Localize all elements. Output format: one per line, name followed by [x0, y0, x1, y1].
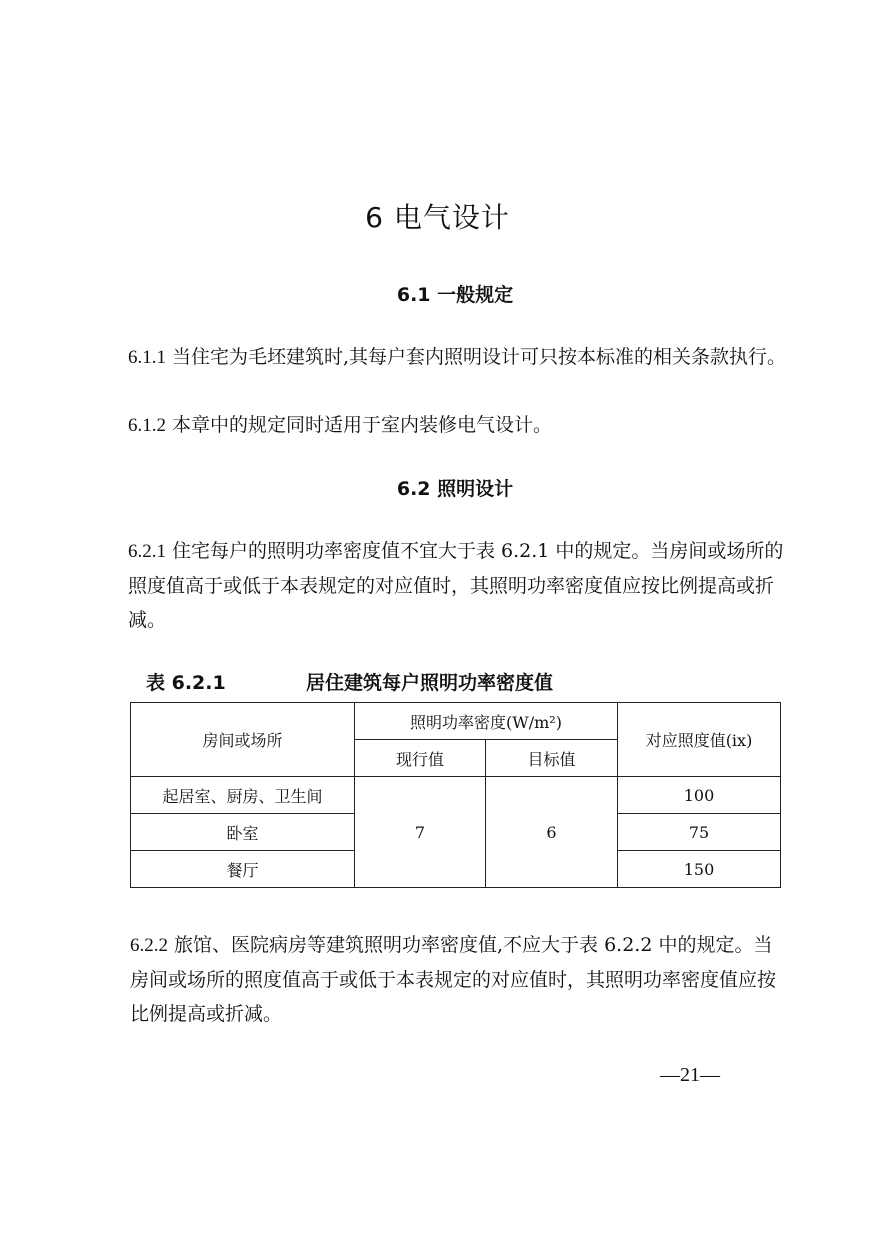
table-number: 表 6.2.1: [146, 672, 226, 694]
table-header-row: [131, 703, 781, 740]
clause-text: 本章中的规定同时适用于室内装修电气设计。: [172, 414, 553, 436]
clause-number: 6.2.1: [128, 541, 166, 562]
chapter-title: 6 电气设计: [365, 201, 510, 234]
lighting-density-table: [130, 702, 781, 888]
paragraph-6-2-1: [128, 534, 788, 637]
clause-number: 6.1.1: [128, 347, 166, 368]
header-illuminance: 对应照度值(ix): [618, 703, 781, 777]
table-title: 居住建筑每户照明功率密度值: [306, 672, 554, 694]
lux-cell: 150: [618, 851, 781, 888]
section-title-6-1: 6.1 一般规定: [396, 284, 514, 306]
header-current: 现行值: [355, 740, 486, 777]
room-cell: 卧室: [131, 814, 355, 851]
header-target: 目标值: [486, 740, 618, 777]
lux-cell: 75: [618, 814, 781, 851]
paragraph-6-1-2: [128, 408, 788, 443]
header-density: 照明功率密度(W/m²): [355, 703, 618, 740]
page-number: —21—: [660, 1064, 720, 1086]
clause-number: 6.1.2: [128, 415, 166, 436]
clause-text: 旅馆、医院病房等建筑照明功率密度值,不应大于表 6.2.2 中的规定。当房间或场所的照度值高于或低于本表规定的对应值时，其照明功率密度值应按比例提高或折减。: [130, 934, 777, 1025]
clause-number: 6.2.2: [130, 935, 168, 956]
clause-text: 住宅每户的照明功率密度值不宜大于表 6.2.1 中的规定。当房间或场所的照度值高于或低于本表规定的对应值时，其照明功率密度值应按比例提高或折减。: [128, 540, 784, 631]
current-value-cell: 7: [355, 777, 486, 888]
clause-text: 当住宅为毛坯建筑时,其每户套内照明设计可只按本标准的相关条款执行。: [172, 346, 787, 368]
room-cell: 餐厅: [131, 851, 355, 888]
section-title-6-2: 6.2 照明设计: [396, 478, 514, 500]
paragraph-6-2-2: [130, 928, 786, 1031]
paragraph-6-1-1: [128, 340, 788, 375]
header-room: 房间或场所: [131, 703, 355, 777]
lux-cell: 100: [618, 777, 781, 814]
room-cell: 起居室、厨房、卫生间: [131, 777, 355, 814]
target-value-cell: 6: [486, 777, 618, 888]
table-caption: [146, 668, 786, 695]
table-row: [131, 777, 781, 814]
